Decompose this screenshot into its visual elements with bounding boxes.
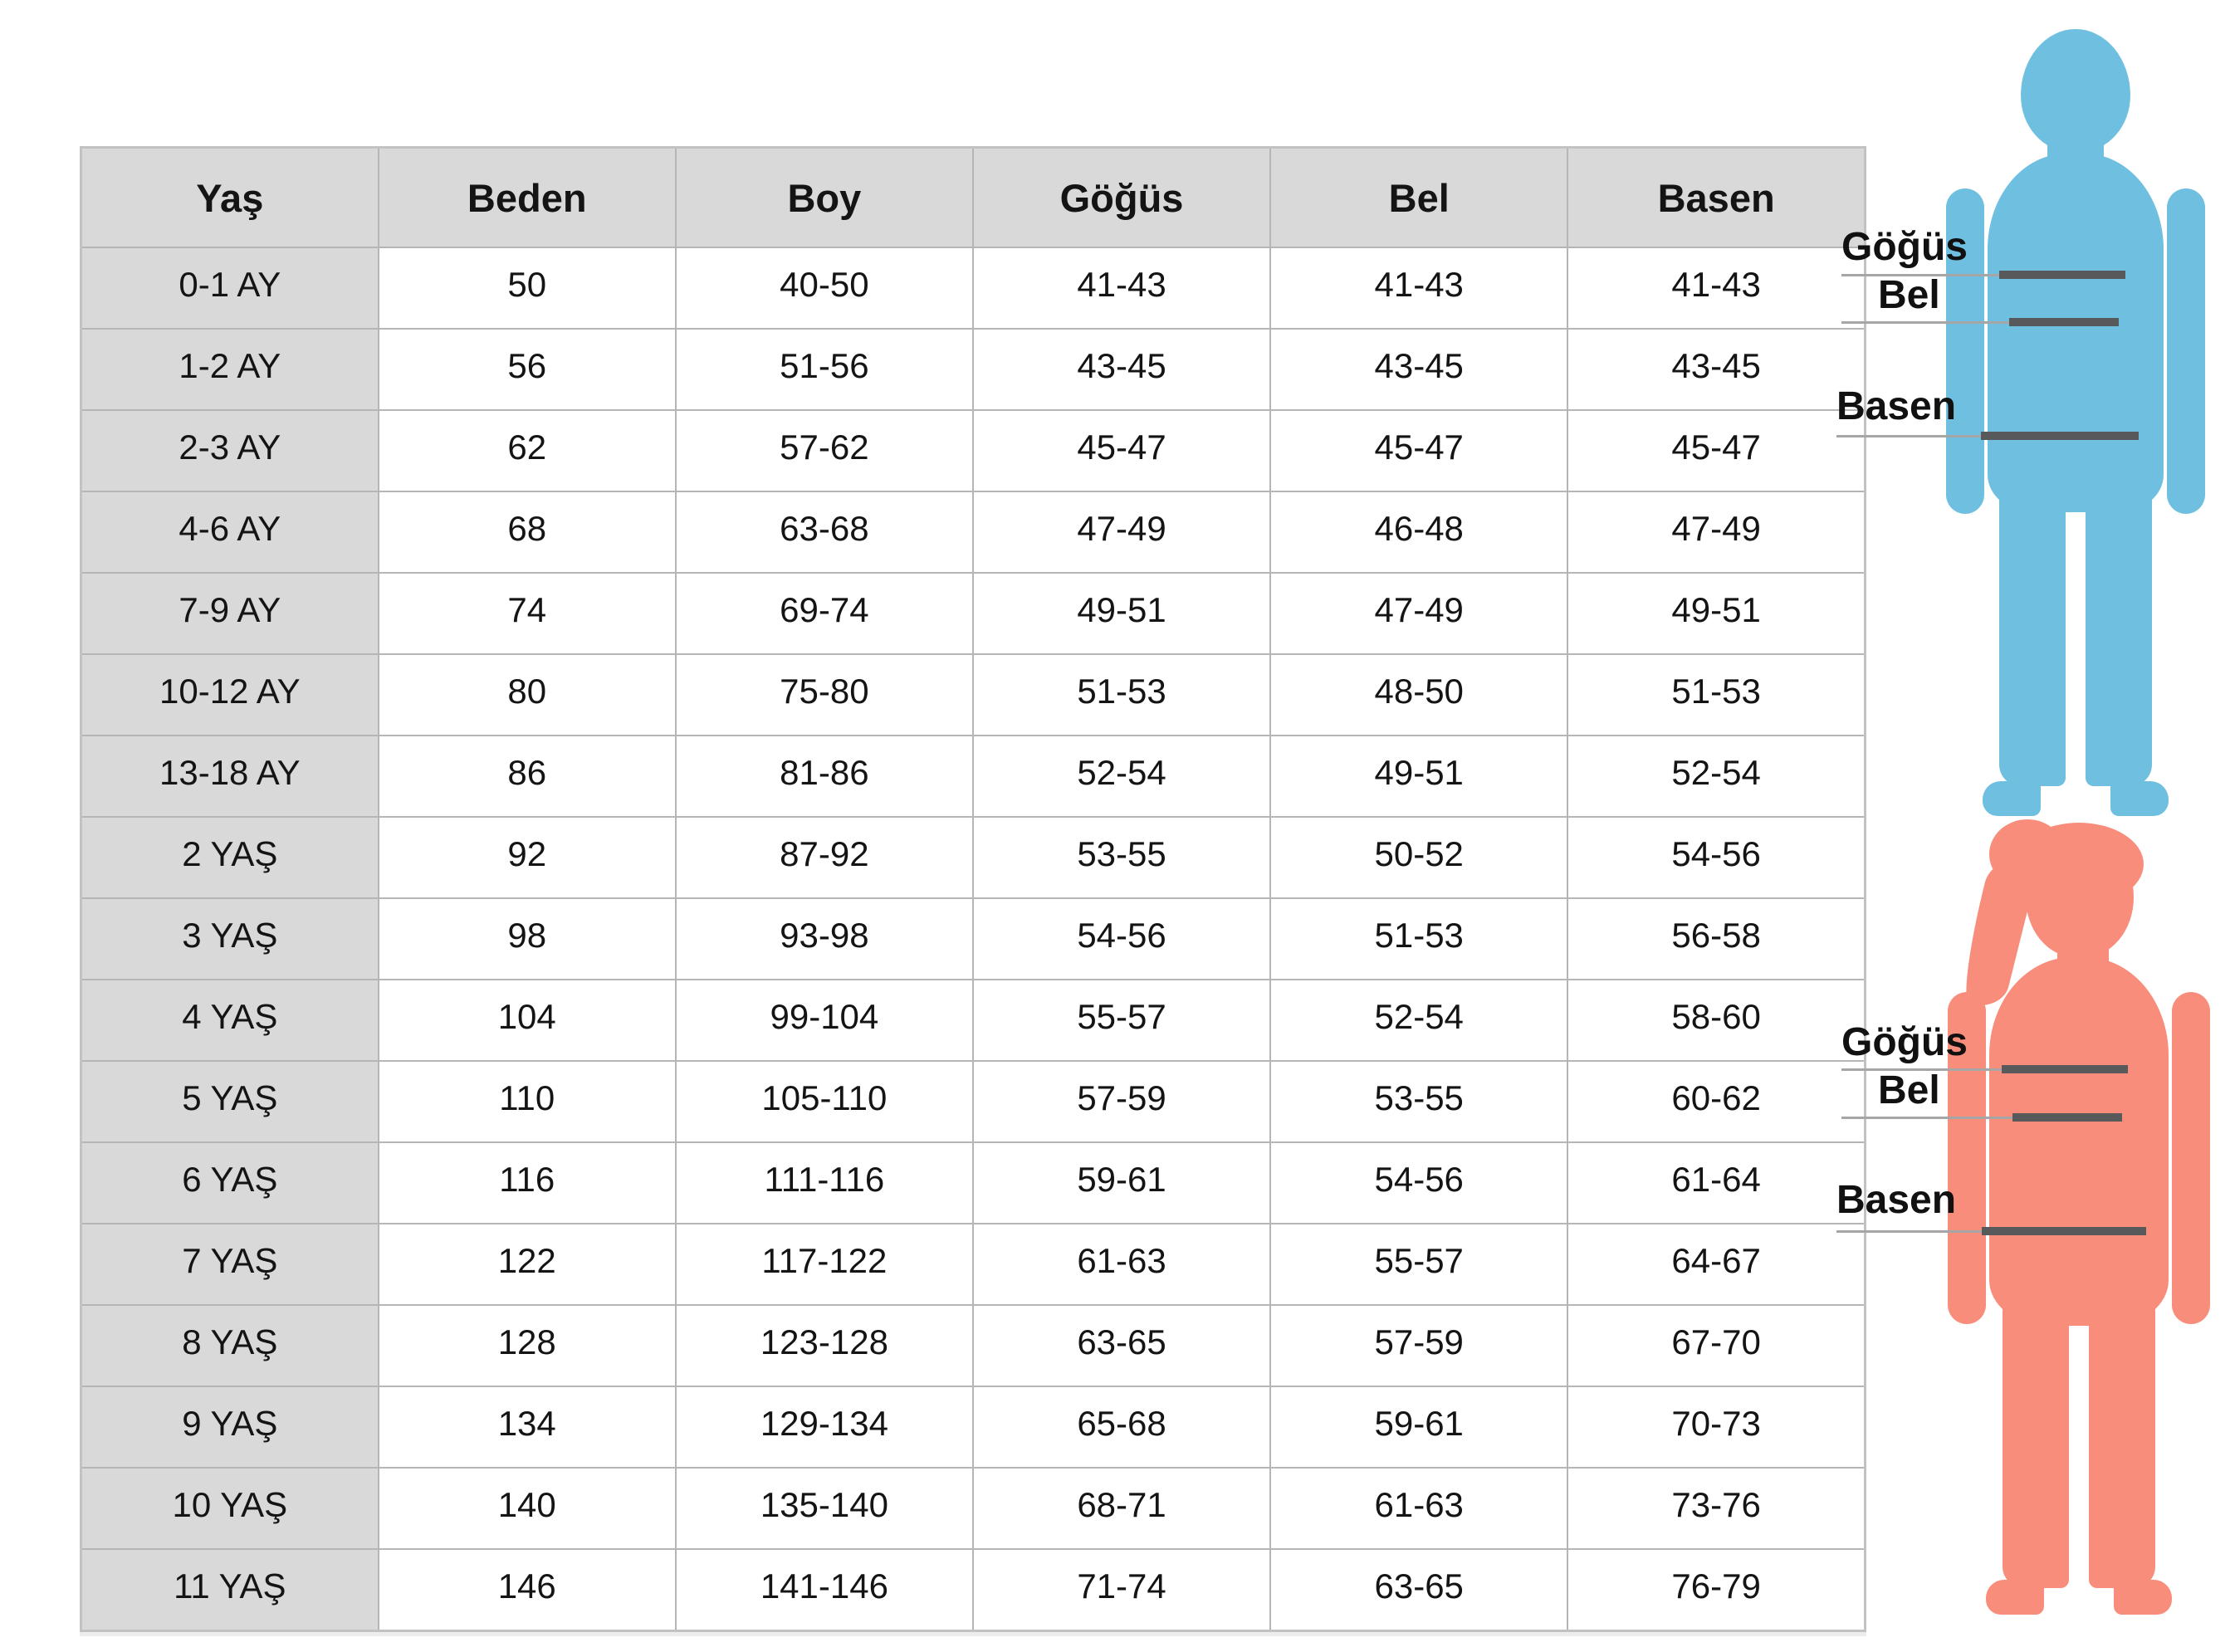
value-cell: 73-76: [1567, 1468, 1865, 1549]
value-cell: 99-104: [676, 980, 973, 1061]
value-cell: 87-92: [676, 817, 973, 898]
value-cell: 41-43: [1270, 247, 1567, 329]
value-cell: 40-50: [676, 247, 973, 329]
header-height: Boy: [676, 148, 973, 248]
age-cell: 4 YAŞ: [81, 980, 379, 1061]
table-row: [81, 817, 1866, 898]
table-row: [81, 1386, 1866, 1468]
value-cell: 51-53: [1270, 898, 1567, 980]
girl-waist-line: [1841, 1113, 2122, 1122]
age-cell: 13-18 AY: [81, 736, 379, 817]
age-cell: 9 YAŞ: [81, 1386, 379, 1468]
girl-hip-line: [1836, 1227, 2146, 1235]
value-cell: 71-74: [973, 1549, 1270, 1631]
age-cell: 8 YAŞ: [81, 1305, 379, 1386]
table-row: [81, 654, 1866, 736]
value-cell: 111-116: [676, 1142, 973, 1224]
age-cell: 2-3 AY: [81, 410, 379, 491]
value-cell: 55-57: [973, 980, 1270, 1061]
value-cell: 63-65: [973, 1305, 1270, 1386]
age-cell: 7 YAŞ: [81, 1224, 379, 1305]
age-cell: 7-9 AY: [81, 573, 379, 654]
boy-chest-label: Göğüs: [1841, 225, 1968, 269]
girl-silhouette: [1934, 826, 2222, 1619]
value-cell: 53-55: [973, 817, 1270, 898]
value-cell: 92: [379, 817, 676, 898]
girl-right-leg-shape: [2089, 1289, 2155, 1588]
value-cell: 43-45: [1270, 329, 1567, 410]
value-cell: 98: [379, 898, 676, 980]
table-row: [81, 1224, 1866, 1305]
girl-chest-label: Göğüs: [1841, 1020, 1968, 1064]
girl-left-leg-shape: [2003, 1289, 2069, 1588]
table-row: [81, 410, 1866, 491]
value-cell: 74: [379, 573, 676, 654]
value-cell: 141-146: [676, 1549, 973, 1631]
header-row: [81, 148, 1866, 248]
header-age: Yaş: [81, 148, 379, 248]
value-cell: 81-86: [676, 736, 973, 817]
size-table-body: [81, 247, 1866, 1631]
age-cell: 10-12 AY: [81, 654, 379, 736]
header-size: Beden: [379, 148, 676, 248]
value-cell: 140: [379, 1468, 676, 1549]
value-cell: 63-68: [676, 491, 973, 573]
value-cell: 43-45: [1567, 329, 1865, 410]
value-cell: 67-70: [1567, 1305, 1865, 1386]
value-cell: 62: [379, 410, 676, 491]
value-cell: 51-53: [973, 654, 1270, 736]
value-cell: 41-43: [973, 247, 1270, 329]
value-cell: 51-56: [676, 329, 973, 410]
value-cell: 110: [379, 1061, 676, 1142]
age-cell: 4-6 AY: [81, 491, 379, 573]
table-row: [81, 1142, 1866, 1224]
age-cell: 2 YAŞ: [81, 817, 379, 898]
value-cell: 63-65: [1270, 1549, 1567, 1631]
value-cell: 70-73: [1567, 1386, 1865, 1468]
value-cell: 49-51: [973, 573, 1270, 654]
value-cell: 54-56: [973, 898, 1270, 980]
value-cell: 47-49: [973, 491, 1270, 573]
value-cell: 135-140: [676, 1468, 973, 1549]
value-cell: 122: [379, 1224, 676, 1305]
age-cell: 0-1 AY: [81, 247, 379, 329]
header-hip: Basen: [1567, 148, 1865, 248]
age-cell: 11 YAŞ: [81, 1549, 379, 1631]
value-cell: 86: [379, 736, 676, 817]
value-cell: 134: [379, 1386, 676, 1468]
value-cell: 58-60: [1567, 980, 1865, 1061]
value-cell: 61-63: [973, 1224, 1270, 1305]
table-row: [81, 1549, 1866, 1631]
girl-torso-shape: [1989, 957, 2169, 1326]
value-cell: 93-98: [676, 898, 973, 980]
table-row: [81, 573, 1866, 654]
value-cell: 48-50: [1270, 654, 1567, 736]
value-cell: 52-54: [1270, 980, 1567, 1061]
value-cell: 57-59: [973, 1061, 1270, 1142]
value-cell: 104: [379, 980, 676, 1061]
table-row: [81, 1061, 1866, 1142]
age-cell: 3 YAŞ: [81, 898, 379, 980]
header-chest: Göğüs: [973, 148, 1270, 248]
boy-torso-shape: [1988, 154, 2164, 512]
boy-right-arm-shape: [2167, 188, 2205, 514]
value-cell: 56-58: [1567, 898, 1865, 980]
value-cell: 54-56: [1270, 1142, 1567, 1224]
value-cell: 50-52: [1270, 817, 1567, 898]
boy-silhouette: [1934, 29, 2217, 822]
value-cell: 75-80: [676, 654, 973, 736]
boy-hip-label: Basen: [1836, 384, 1957, 428]
value-cell: 76-79: [1567, 1549, 1865, 1631]
boy-hip-line: [1836, 432, 2139, 440]
boy-left-leg-shape: [1999, 477, 2066, 786]
value-cell: 50: [379, 247, 676, 329]
girl-right-arm-shape: [2172, 992, 2210, 1324]
size-chart-table: [80, 146, 1866, 1632]
value-cell: 80: [379, 654, 676, 736]
table-row: [81, 980, 1866, 1061]
value-cell: 128: [379, 1305, 676, 1386]
girl-right-foot-shape: [2114, 1580, 2172, 1615]
value-cell: 49-51: [1567, 573, 1865, 654]
table-row: [81, 329, 1866, 410]
value-cell: 68-71: [973, 1468, 1270, 1549]
value-cell: 117-122: [676, 1224, 973, 1305]
table-row: [81, 1468, 1866, 1549]
value-cell: 129-134: [676, 1386, 973, 1468]
value-cell: 45-47: [1270, 410, 1567, 491]
value-cell: 60-62: [1567, 1061, 1865, 1142]
header-waist: Bel: [1270, 148, 1567, 248]
boy-waist-line: [1841, 318, 2119, 326]
table-row: [81, 491, 1866, 573]
value-cell: 61-64: [1567, 1142, 1865, 1224]
value-cell: 43-45: [973, 329, 1270, 410]
value-cell: 47-49: [1567, 491, 1865, 573]
age-cell: 5 YAŞ: [81, 1061, 379, 1142]
size-chart-table-container: [80, 146, 1866, 1632]
value-cell: 65-68: [973, 1386, 1270, 1468]
girl-hip-label: Basen: [1836, 1178, 1957, 1222]
age-cell: 10 YAŞ: [81, 1468, 379, 1549]
value-cell: 69-74: [676, 573, 973, 654]
age-cell: 6 YAŞ: [81, 1142, 379, 1224]
value-cell: 49-51: [1270, 736, 1567, 817]
value-cell: 51-53: [1567, 654, 1865, 736]
boy-right-leg-shape: [2086, 477, 2152, 786]
value-cell: 53-55: [1270, 1061, 1567, 1142]
girl-left-foot-shape: [1986, 1580, 2044, 1615]
value-cell: 52-54: [973, 736, 1270, 817]
value-cell: 55-57: [1270, 1224, 1567, 1305]
value-cell: 56: [379, 329, 676, 410]
boy-left-foot-shape: [1983, 781, 2041, 816]
value-cell: 47-49: [1270, 573, 1567, 654]
table-row: [81, 898, 1866, 980]
value-cell: 116: [379, 1142, 676, 1224]
value-cell: 64-67: [1567, 1224, 1865, 1305]
value-cell: 59-61: [973, 1142, 1270, 1224]
value-cell: 105-110: [676, 1061, 973, 1142]
value-cell: 146: [379, 1549, 676, 1631]
table-row: [81, 247, 1866, 329]
table-row: [81, 1305, 1866, 1386]
value-cell: 52-54: [1567, 736, 1865, 817]
table-row: [81, 736, 1866, 817]
age-cell: 1-2 AY: [81, 329, 379, 410]
boy-waist-label: Bel: [1878, 273, 1940, 317]
girl-waist-label: Bel: [1878, 1068, 1940, 1112]
value-cell: 61-63: [1270, 1468, 1567, 1549]
value-cell: 68: [379, 491, 676, 573]
value-cell: 123-128: [676, 1305, 973, 1386]
value-cell: 57-59: [1270, 1305, 1567, 1386]
boy-right-foot-shape: [2110, 781, 2169, 816]
value-cell: 41-43: [1567, 247, 1865, 329]
value-cell: 57-62: [676, 410, 973, 491]
table-header: [81, 148, 1866, 248]
value-cell: 45-47: [973, 410, 1270, 491]
value-cell: 59-61: [1270, 1386, 1567, 1468]
value-cell: 46-48: [1270, 491, 1567, 573]
value-cell: 54-56: [1567, 817, 1865, 898]
value-cell: 45-47: [1567, 410, 1865, 491]
